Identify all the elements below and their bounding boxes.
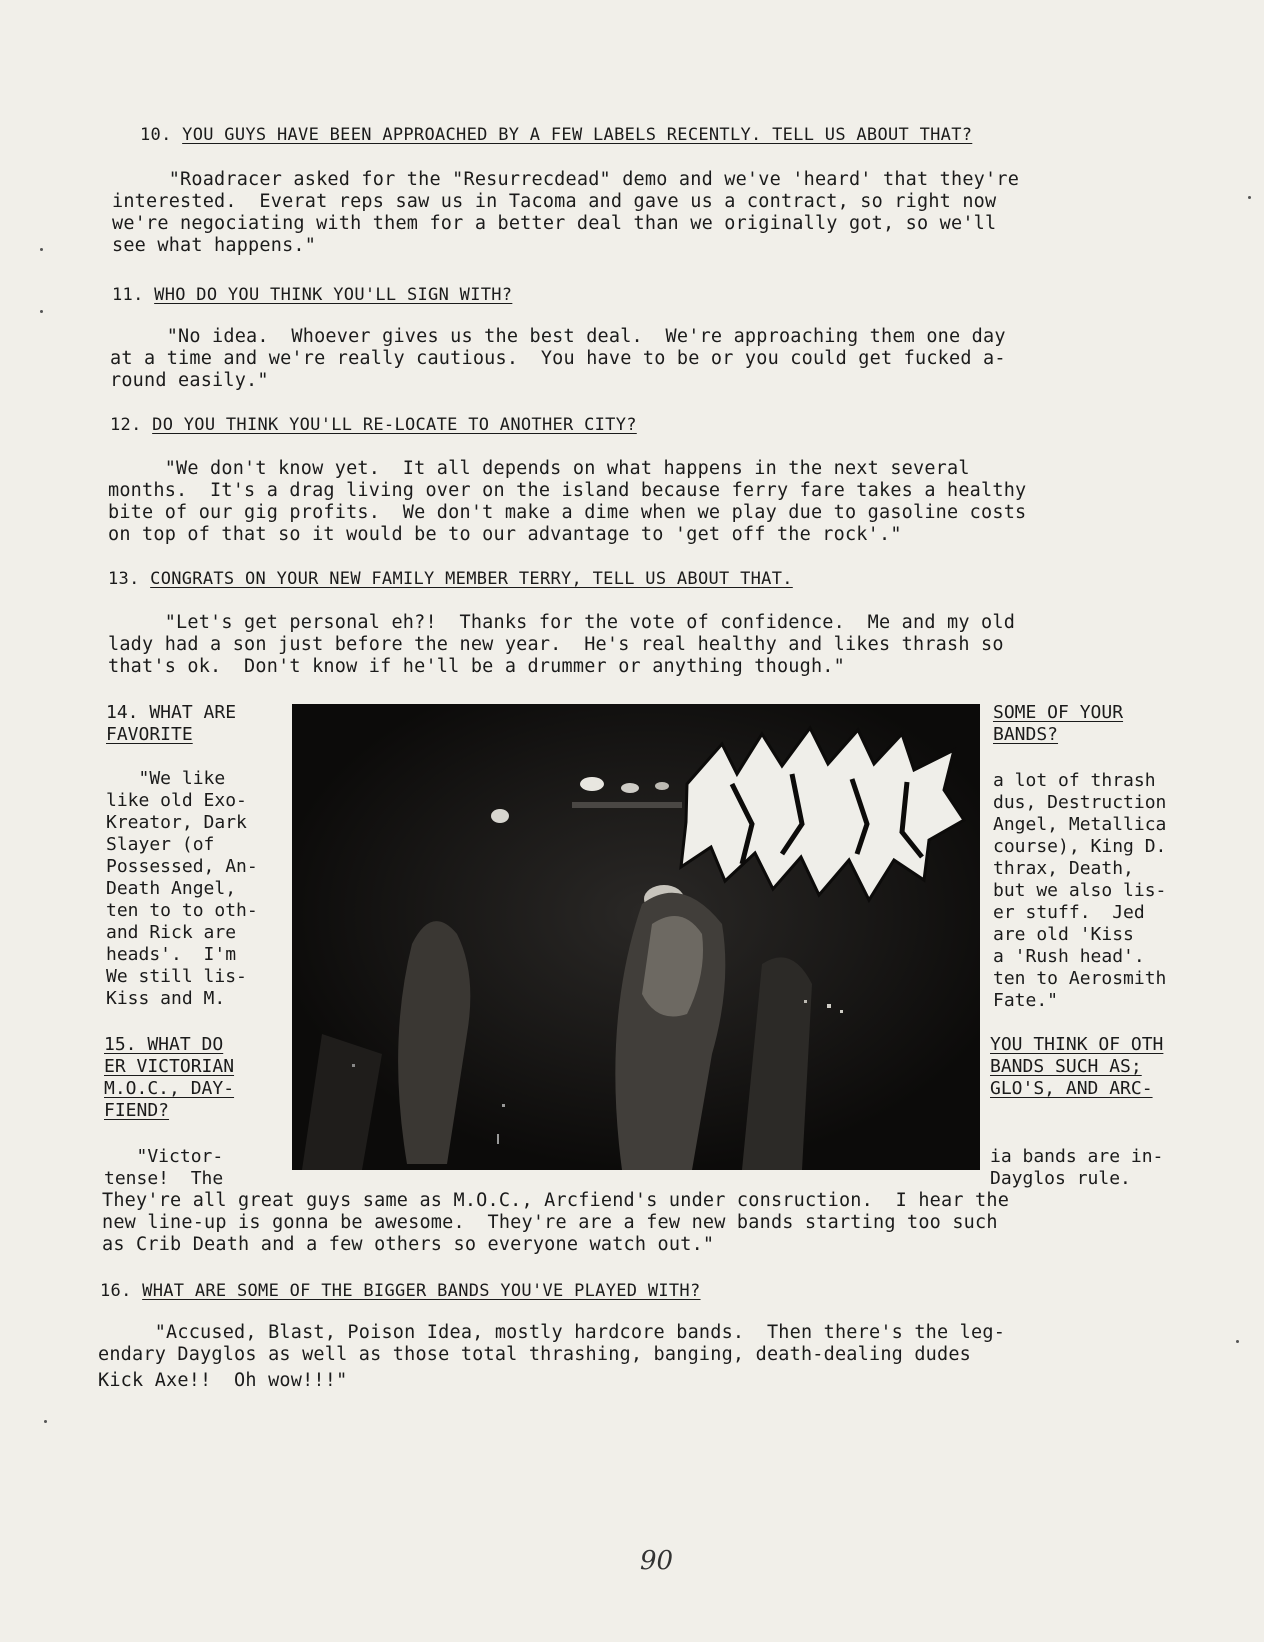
question-12-title: DO YOU THINK YOU'LL RE-LOCATE TO ANOTHER CITY? — [152, 415, 637, 435]
answer-10: "Roadracer asked for the "Resurrecdead" demo and we've 'heard' that they're interested. Everat reps saw us in Tacoma and gave us a contract, so right now we're negociating with them for a better deal than we originally got, so we'll see what happens." — [112, 169, 1020, 256]
question-13-title: CONGRATS ON YOUR NEW FAMILY MEMBER TERRY, TELL US ABOUT THAT. — [150, 569, 793, 589]
scan-speck — [1236, 1340, 1239, 1343]
right-column-q14: SOME OF YOUR BANDS? — [993, 702, 1124, 745]
answer-16: "Accused, Blast, Poison Idea, mostly hardcore bands. Then there's the leg- endary Dayglos as well as those total thrashing, banging, death-dealing dudes Kick Axe!! Oh wow!!!" — [98, 1322, 1006, 1391]
question-12: 12. DO YOU THINK YOU'LL RE-LOCATE TO ANOTHER CITY? — [110, 415, 637, 435]
question-16-title: WHAT ARE SOME OF THE BIGGER BANDS YOU'VE PLAYED WITH? — [142, 1281, 701, 1301]
band-photo-image — [292, 704, 980, 1170]
scan-speck — [40, 248, 43, 251]
scan-speck — [40, 310, 43, 313]
question-16: 16. WHAT ARE SOME OF THE BIGGER BANDS YOU'VE PLAYED WITH? — [100, 1281, 701, 1301]
answer-13: "Let's get personal eh?! Thanks for the vote of confidence. Me and my old lady had a son just before the new year. He's real healthy and likes thrash so that's ok. Don't know if he'll be a drummer or anything though." — [108, 612, 1016, 677]
question-10: 10. YOU GUYS HAVE BEEN APPROACHED BY A FEW LABELS RECENTLY. TELL US ABOUT THAT? — [140, 125, 973, 145]
left-column-a15: "Victor- tense! The — [104, 1146, 224, 1189]
right-column-q15: YOU THINK OF OTH BANDS SUCH AS; GLO'S, AND ARC- — [990, 1034, 1164, 1099]
answer-15-continued: They're all great guys same as M.O.C., Arcfiend's under consruction. I hear the new line-up is gonna be awesome. They're are a few new bands starting too such as Crib Death and a few others so everyone watch out." — [102, 1190, 1010, 1255]
page-number: 90 — [640, 1546, 674, 1576]
question-11: 11. WHO DO YOU THINK YOU'LL SIGN WITH? — [112, 285, 513, 305]
left-column-q14: 14. WHAT ARE FAVORITE — [106, 702, 237, 745]
right-column-a15: ia bands are in- Dayglos rule. — [990, 1146, 1164, 1189]
answer-12: "We don't know yet. It all depends on what happens in the next several months. It's a drag living over on the island because ferry fare takes a healthy bite of our gig profits. We don't make a dime when we play due to gasoline costs on top of that so it would be to our advantage to 'get off the rock'." — [108, 458, 1027, 545]
question-10-title: YOU GUYS HAVE BEEN APPROACHED BY A FEW LABELS RECENTLY. TELL US ABOUT THAT? — [182, 125, 973, 145]
answer-11: "No idea. Whoever gives us the best deal. We're approaching them one day at a time and we're really cautious. You have to be or you could get fucked a- round easily." — [110, 326, 1006, 391]
question-11-title: WHO DO YOU THINK YOU'LL SIGN WITH? — [154, 285, 513, 305]
left-column-a14: "We like like old Exo- Kreator, Dark Slayer (of Possessed, An- Death Angel, ten to to oth- and Rick are heads'. I'm We still lis- Kiss and M. — [106, 768, 258, 1009]
right-column-a14: a lot of thrash dus, Destruction Angel, Metallica course), King D. thrax, Death, but we also lis- er stuff. Jed are old 'Kiss a 'Rush head'. ten to Aerosmith Fate." — [993, 770, 1167, 1011]
scan-speck — [1248, 196, 1251, 199]
left-column-q15: 15. WHAT DO ER VICTORIAN M.O.C., DAY- FIEND? — [104, 1034, 235, 1121]
question-13: 13. CONGRATS ON YOUR NEW FAMILY MEMBER TERRY, TELL US ABOUT THAT. — [108, 569, 793, 589]
scan-speck — [44, 1420, 47, 1423]
band-live-photo — [292, 704, 980, 1170]
